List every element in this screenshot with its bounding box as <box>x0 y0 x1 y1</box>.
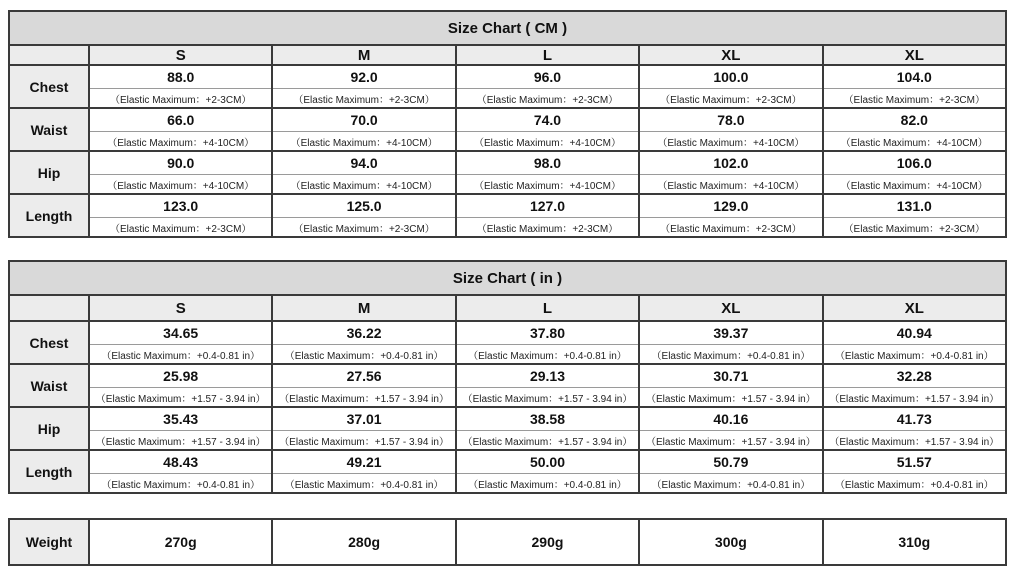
size-header: S <box>89 45 272 65</box>
value-cell: 123.0 <box>89 194 272 218</box>
elastic-note: （Elastic Maximum：+2-3CM） <box>639 89 822 109</box>
table-title: Size Chart ( in ) <box>9 261 1006 295</box>
weight-cell: 310g <box>823 519 1006 565</box>
value-cell: 40.94 <box>823 321 1006 345</box>
value-cell: 92.0 <box>272 65 455 89</box>
elastic-note: （Elastic Maximum：+4-10CM） <box>272 132 455 152</box>
elastic-note: （Elastic Maximum：+2-3CM） <box>823 89 1006 109</box>
elastic-note: （Elastic Maximum：+4-10CM） <box>272 175 455 195</box>
value-cell: 37.80 <box>456 321 639 345</box>
header-corner <box>9 295 89 321</box>
elastic-note: （Elastic Maximum：+2-3CM） <box>89 89 272 109</box>
value-cell: 25.98 <box>89 364 272 388</box>
row-label-waist: Waist <box>9 364 89 407</box>
value-cell: 27.56 <box>272 364 455 388</box>
size-header: XL <box>823 295 1006 321</box>
value-cell: 82.0 <box>823 108 1006 132</box>
value-cell: 48.43 <box>89 450 272 474</box>
elastic-note: （Elastic Maximum：+0.4-0.81 in） <box>456 474 639 494</box>
elastic-note: （Elastic Maximum：+0.4-0.81 in） <box>823 474 1006 494</box>
elastic-note: （Elastic Maximum：+2-3CM） <box>272 218 455 238</box>
value-cell: 102.0 <box>639 151 822 175</box>
value-cell: 125.0 <box>272 194 455 218</box>
size-header: L <box>456 295 639 321</box>
elastic-note: （Elastic Maximum：+2-3CM） <box>456 89 639 109</box>
value-cell: 36.22 <box>272 321 455 345</box>
elastic-note: （Elastic Maximum：+2-3CM） <box>823 218 1006 238</box>
row-label-weight: Weight <box>9 519 89 565</box>
elastic-note: （Elastic Maximum：+4-10CM） <box>89 175 272 195</box>
value-cell: 127.0 <box>456 194 639 218</box>
size-header: M <box>272 45 455 65</box>
value-cell: 35.43 <box>89 407 272 431</box>
header-corner <box>9 45 89 65</box>
value-cell: 104.0 <box>823 65 1006 89</box>
value-cell: 106.0 <box>823 151 1006 175</box>
size-header: L <box>456 45 639 65</box>
weight-table <box>8 518 1007 566</box>
elastic-note: （Elastic Maximum：+0.4-0.81 in） <box>456 345 639 365</box>
value-cell: 39.37 <box>639 321 822 345</box>
elastic-note: （Elastic Maximum：+1.57 - 3.94 in） <box>639 431 822 451</box>
value-cell: 40.16 <box>639 407 822 431</box>
weight-cell: 290g <box>456 519 639 565</box>
size-chart-cm-table <box>8 10 1007 238</box>
value-cell: 129.0 <box>639 194 822 218</box>
elastic-note: （Elastic Maximum：+0.4-0.81 in） <box>89 474 272 494</box>
row-label-chest: Chest <box>9 65 89 108</box>
weight-cell: 270g <box>89 519 272 565</box>
value-cell: 30.71 <box>639 364 822 388</box>
elastic-note: （Elastic Maximum：+0.4-0.81 in） <box>89 345 272 365</box>
row-label-length: Length <box>9 194 89 237</box>
elastic-note: （Elastic Maximum：+4-10CM） <box>823 175 1006 195</box>
value-cell: 88.0 <box>89 65 272 89</box>
elastic-note: （Elastic Maximum：+1.57 - 3.94 in） <box>456 431 639 451</box>
elastic-note: （Elastic Maximum：+1.57 - 3.94 in） <box>272 431 455 451</box>
value-cell: 51.57 <box>823 450 1006 474</box>
value-cell: 66.0 <box>89 108 272 132</box>
size-chart-in-table <box>8 260 1007 494</box>
value-cell: 98.0 <box>456 151 639 175</box>
elastic-note: （Elastic Maximum：+4-10CM） <box>639 132 822 152</box>
size-header: XL <box>823 45 1006 65</box>
weight-cell: 280g <box>272 519 455 565</box>
value-cell: 70.0 <box>272 108 455 132</box>
value-cell: 94.0 <box>272 151 455 175</box>
value-cell: 100.0 <box>639 65 822 89</box>
value-cell: 32.28 <box>823 364 1006 388</box>
elastic-note: （Elastic Maximum：+4-10CM） <box>823 132 1006 152</box>
value-cell: 50.79 <box>639 450 822 474</box>
elastic-note: （Elastic Maximum：+1.57 - 3.94 in） <box>272 388 455 408</box>
value-cell: 131.0 <box>823 194 1006 218</box>
elastic-note: （Elastic Maximum：+2-3CM） <box>456 218 639 238</box>
elastic-note: （Elastic Maximum：+2-3CM） <box>89 218 272 238</box>
elastic-note: （Elastic Maximum：+4-10CM） <box>456 175 639 195</box>
value-cell: 29.13 <box>456 364 639 388</box>
value-cell: 34.65 <box>89 321 272 345</box>
value-cell: 78.0 <box>639 108 822 132</box>
elastic-note: （Elastic Maximum：+0.4-0.81 in） <box>639 345 822 365</box>
elastic-note: （Elastic Maximum：+1.57 - 3.94 in） <box>89 431 272 451</box>
value-cell: 96.0 <box>456 65 639 89</box>
elastic-note: （Elastic Maximum：+2-3CM） <box>639 218 822 238</box>
row-label-length: Length <box>9 450 89 493</box>
row-label-waist: Waist <box>9 108 89 151</box>
size-header: M <box>272 295 455 321</box>
weight-cell: 300g <box>639 519 822 565</box>
elastic-note: （Elastic Maximum：+4-10CM） <box>456 132 639 152</box>
row-label-chest: Chest <box>9 321 89 364</box>
value-cell: 90.0 <box>89 151 272 175</box>
value-cell: 38.58 <box>456 407 639 431</box>
elastic-note: （Elastic Maximum：+0.4-0.81 in） <box>272 345 455 365</box>
elastic-note: （Elastic Maximum：+1.57 - 3.94 in） <box>89 388 272 408</box>
elastic-note: （Elastic Maximum：+1.57 - 3.94 in） <box>456 388 639 408</box>
table-title: Size Chart ( CM ) <box>9 11 1006 45</box>
row-label-hip: Hip <box>9 407 89 450</box>
value-cell: 74.0 <box>456 108 639 132</box>
elastic-note: （Elastic Maximum：+1.57 - 3.94 in） <box>823 388 1006 408</box>
elastic-note: （Elastic Maximum：+2-3CM） <box>272 89 455 109</box>
elastic-note: （Elastic Maximum：+1.57 - 3.94 in） <box>639 388 822 408</box>
value-cell: 41.73 <box>823 407 1006 431</box>
value-cell: 49.21 <box>272 450 455 474</box>
row-label-hip: Hip <box>9 151 89 194</box>
value-cell: 50.00 <box>456 450 639 474</box>
elastic-note: （Elastic Maximum：+0.4-0.81 in） <box>272 474 455 494</box>
value-cell: 37.01 <box>272 407 455 431</box>
elastic-note: （Elastic Maximum：+0.4-0.81 in） <box>823 345 1006 365</box>
elastic-note: （Elastic Maximum：+4-10CM） <box>639 175 822 195</box>
size-header: XL <box>639 45 822 65</box>
elastic-note: （Elastic Maximum：+0.4-0.81 in） <box>639 474 822 494</box>
size-header: XL <box>639 295 822 321</box>
size-header: S <box>89 295 272 321</box>
elastic-note: （Elastic Maximum：+4-10CM） <box>89 132 272 152</box>
elastic-note: （Elastic Maximum：+1.57 - 3.94 in） <box>823 431 1006 451</box>
